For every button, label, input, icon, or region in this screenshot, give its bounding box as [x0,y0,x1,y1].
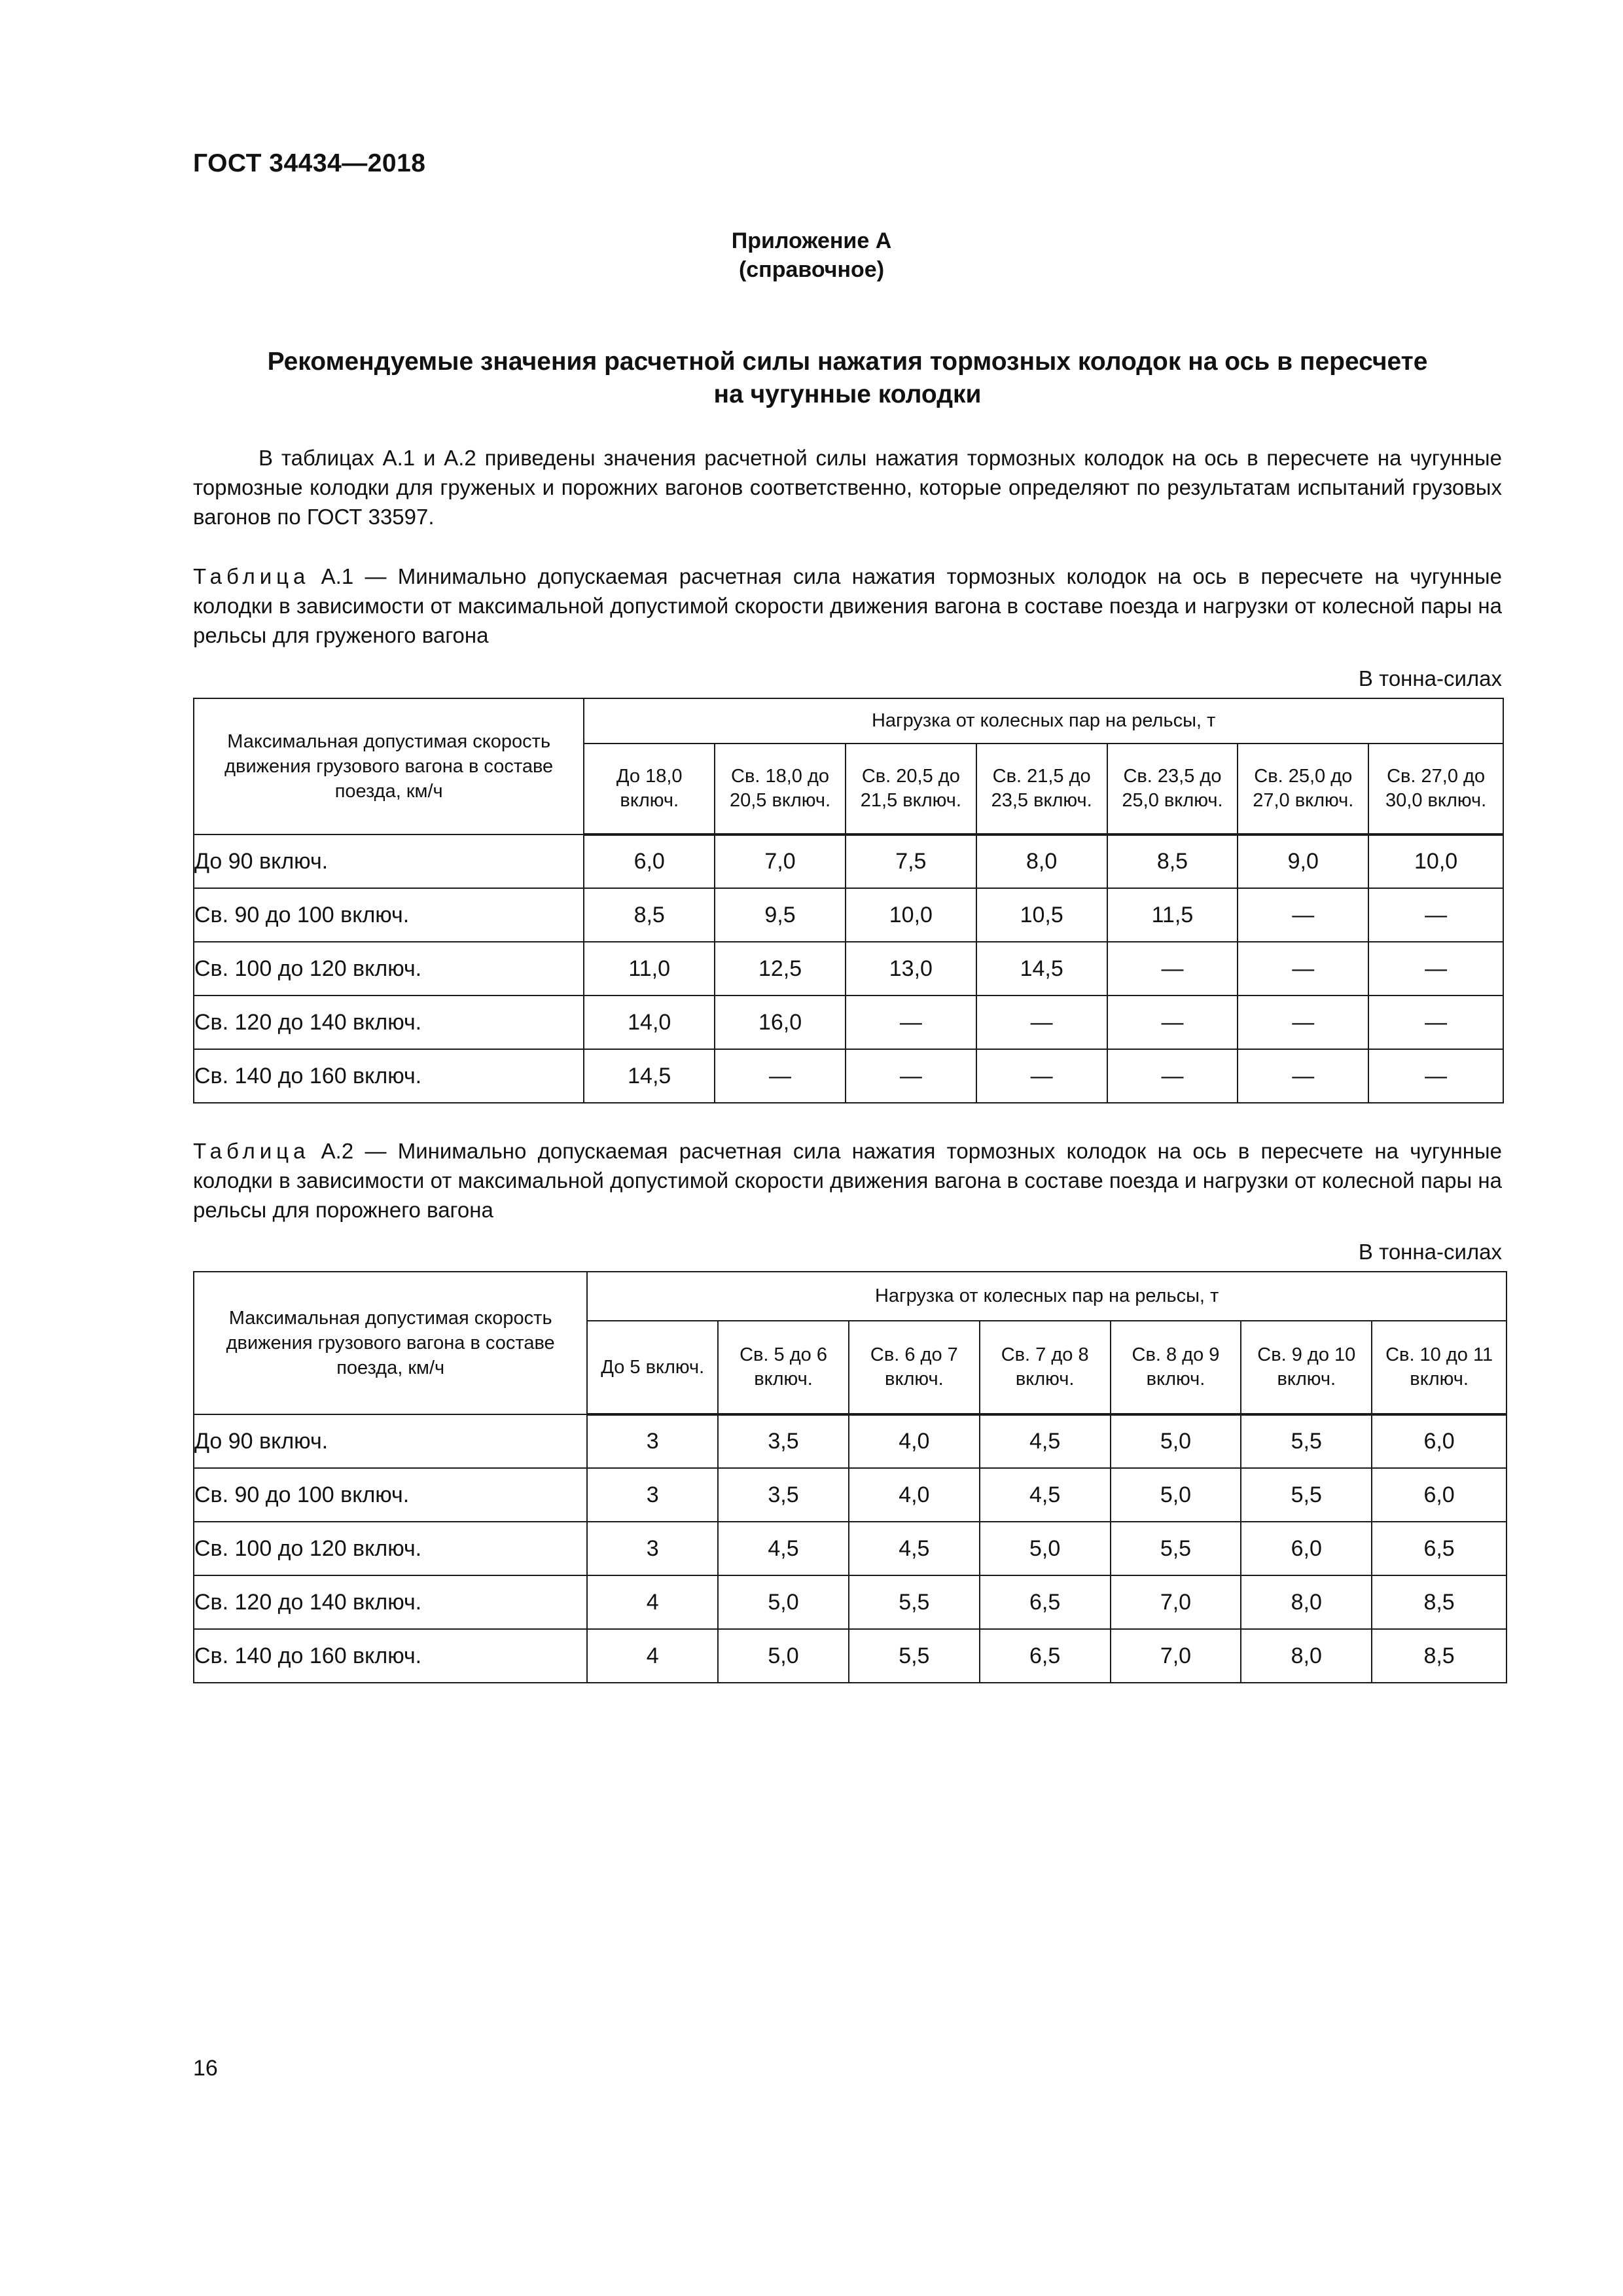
table1-column-header: Св. 25,0 до 27,0 включ. [1238,744,1368,834]
table-row [194,996,1503,1049]
table2-cell: 5,5 [849,1629,980,1683]
table1-corner-header: Максимальная допустимая скорость движения грузового вагона в составе поезда, км/ч [194,698,584,834]
table2-group-header: Нагрузка от колесных пар на рельсы, т [587,1272,1507,1321]
table1-cell: — [1238,888,1368,942]
table1-cell: — [1107,1049,1238,1103]
table1-cell: — [1238,1049,1368,1103]
table1-column-header: Св. 20,5 до 21,5 включ. [846,744,976,834]
table2-cell: 7,0 [1111,1629,1241,1683]
table1-cell: — [1368,888,1503,942]
table2-cell: 5,0 [980,1522,1111,1575]
intro-paragraph: В таблицах А.1 и А.2 приведены значения расчетной силы нажатия тормозных колодок на ось в пересчете на чугунные тормозные колодки для груженых и порожних вагонов соответственно, которые определяют по результатам испытаний грузовых вагонов по ГОСТ 33597. [193,446,1502,529]
table1-row-label: Св. 100 до 120 включ. [194,942,584,996]
table-row [194,1049,1503,1103]
table1-cell: — [715,1049,846,1103]
table2-cell: 5,5 [1111,1522,1241,1575]
table2-unit: В тонна-силах [1358,1240,1502,1264]
table1-cell: 10,0 [846,888,976,942]
table1-row-label: До 90 включ. [194,834,584,888]
table2-cell: 5,5 [849,1575,980,1629]
table2-cell: 4 [587,1575,718,1629]
table1-cell: — [846,1049,976,1103]
table2-cell: 3 [587,1522,718,1575]
table1-column-header: До 18,0 включ. [584,744,715,834]
standard-header: ГОСТ 34434—2018 [193,149,426,177]
table2-corner-header: Максимальная допустимая скорость движения грузового вагона в составе поезда, км/ч [194,1272,587,1414]
table2-cell: 4,0 [849,1468,980,1522]
table2-column-header: Св. 5 до 6 включ. [718,1321,849,1414]
table1-cell: 14,0 [584,996,715,1049]
table2-row-label: Св. 100 до 120 включ. [194,1522,587,1575]
table1-cell: — [1107,996,1238,1049]
table2-cell: 5,0 [1111,1414,1241,1468]
table1-caption [193,562,1502,650]
table1-cell: — [1368,942,1503,996]
table2-cell: 3,5 [718,1414,849,1468]
table1-cell: 6,0 [584,834,715,888]
table1-column-header: Св. 23,5 до 25,0 включ. [1107,744,1238,834]
table2-cell: 6,5 [980,1575,1111,1629]
table2-cell: 8,5 [1372,1575,1507,1629]
table1-cell: — [1368,1049,1503,1103]
table2-cell: 5,0 [1111,1468,1241,1522]
table1-cell: 10,0 [1368,834,1503,888]
table2-cell: 5,5 [1241,1468,1372,1522]
table2-row-label: Св. 90 до 100 включ. [194,1468,587,1522]
table-row [194,1468,1507,1522]
table1-caption-word: Таблица [193,564,310,588]
table1-cell: — [1238,942,1368,996]
table1-cell: 8,0 [976,834,1107,888]
table-row [194,1414,1507,1468]
table-row [194,834,1503,888]
table1-cell: 7,5 [846,834,976,888]
table1-cell: 9,0 [1238,834,1368,888]
table2-column-header: Св. 7 до 8 включ. [980,1321,1111,1414]
table1-cell: 16,0 [715,996,846,1049]
appendix-title-line-1: Рекомендуемые значения расчетной силы нажатия тормозных колодок на ось в пересчете [267,348,1428,376]
appendix-label: Приложение А [731,228,892,253]
table2-cell: 4,5 [718,1522,849,1575]
table-row [194,888,1503,942]
table-row [194,1575,1507,1629]
table1-cell: 10,5 [976,888,1107,942]
table2-cell: 5,5 [1241,1414,1372,1468]
table-row [194,1522,1507,1575]
table1-row-label: Св. 120 до 140 включ. [194,996,584,1049]
table2-cell: 4,5 [980,1414,1111,1468]
table-row [194,1629,1507,1683]
table1-cell: — [1368,996,1503,1049]
table1-cell: 11,0 [584,942,715,996]
table1-cell: 14,5 [976,942,1107,996]
table2-caption [193,1136,1502,1225]
table1-cell: 8,5 [1107,834,1238,888]
table2-cell: 8,0 [1241,1575,1372,1629]
table2-cell: 8,5 [1372,1629,1507,1683]
table2-column-header: До 5 включ. [587,1321,718,1414]
table2-cell: 6,0 [1241,1522,1372,1575]
table2-cell: 5,0 [718,1629,849,1683]
table2-row-label: Св. 140 до 160 включ. [194,1629,587,1683]
table1-cell: — [976,1049,1107,1103]
table1-row-label: Св. 140 до 160 включ. [194,1049,584,1103]
table1-cell: — [976,996,1107,1049]
table2-cell: 4,5 [849,1522,980,1575]
appendix-type: (справочное) [738,257,885,282]
table1-cell: 9,5 [715,888,846,942]
table1-cell: 13,0 [846,942,976,996]
table1-caption-text: А.1 — Минимально допускаемая расчетная сила нажатия тормозных колодок на ось в пересчете на чугунные колодки в зависимости от максимальной допустимой скорости движения вагона в составе поезда и нагрузки от колесной пары на рельсы для груженого вагона [193,564,1502,647]
table2-caption-word: Таблица [193,1139,310,1163]
table2-row-label: Св. 120 до 140 включ. [194,1575,587,1629]
table1-cell: — [846,996,976,1049]
table1-cell: — [1238,996,1368,1049]
table2-column-header: Св. 10 до 11 включ. [1372,1321,1507,1414]
table1-cell: 14,5 [584,1049,715,1103]
appendix-title-line-2: на чугунные колодки [713,380,982,408]
table2-cell: 6,5 [1372,1522,1507,1575]
table2-cell: 6,5 [980,1629,1111,1683]
table2-cell: 3 [587,1414,718,1468]
table1-column-header: Св. 18,0 до 20,5 включ. [715,744,846,834]
table1-cell: 8,5 [584,888,715,942]
table2-cell: 3 [587,1468,718,1522]
table1-cell: 12,5 [715,942,846,996]
table1-group-header: Нагрузка от колесных пар на рельсы, т [584,698,1503,744]
table2-row-label: До 90 включ. [194,1414,587,1468]
table1-column-header: Св. 27,0 до 30,0 включ. [1368,744,1503,834]
table2-column-header: Св. 9 до 10 включ. [1241,1321,1372,1414]
table1-cell: 7,0 [715,834,846,888]
table1-unit: В тонна-силах [1358,666,1502,691]
table1-cell: 11,5 [1107,888,1238,942]
table2-cell: 4 [587,1629,718,1683]
table2-column-header: Св. 8 до 9 включ. [1111,1321,1241,1414]
table2-cell: 7,0 [1111,1575,1241,1629]
table1-row-label: Св. 90 до 100 включ. [194,888,584,942]
page-number: 16 [193,2056,218,2081]
table2-cell: 4,0 [849,1414,980,1468]
table2-caption-text: А.2 — Минимально допускаемая расчетная сила нажатия тормозных колодок на ось в пересчете на чугунные колодки в зависимости от максимальной допустимой скорости движения вагона в составе поезда и нагрузки от колесной пары на рельсы для порожнего вагона [193,1139,1502,1222]
table2-cell: 6,0 [1372,1468,1507,1522]
table1-column-header: Св. 21,5 до 23,5 включ. [976,744,1107,834]
table1 [193,698,1504,1103]
appendix-title [193,346,1502,411]
table2-column-header: Св. 6 до 7 включ. [849,1321,980,1414]
table2-cell: 4,5 [980,1468,1111,1522]
table1-cell: — [1107,942,1238,996]
table2 [193,1271,1507,1683]
table-row [194,942,1503,996]
table2-cell: 3,5 [718,1468,849,1522]
table2-cell: 6,0 [1372,1414,1507,1468]
table2-cell: 8,0 [1241,1629,1372,1683]
table2-cell: 5,0 [718,1575,849,1629]
